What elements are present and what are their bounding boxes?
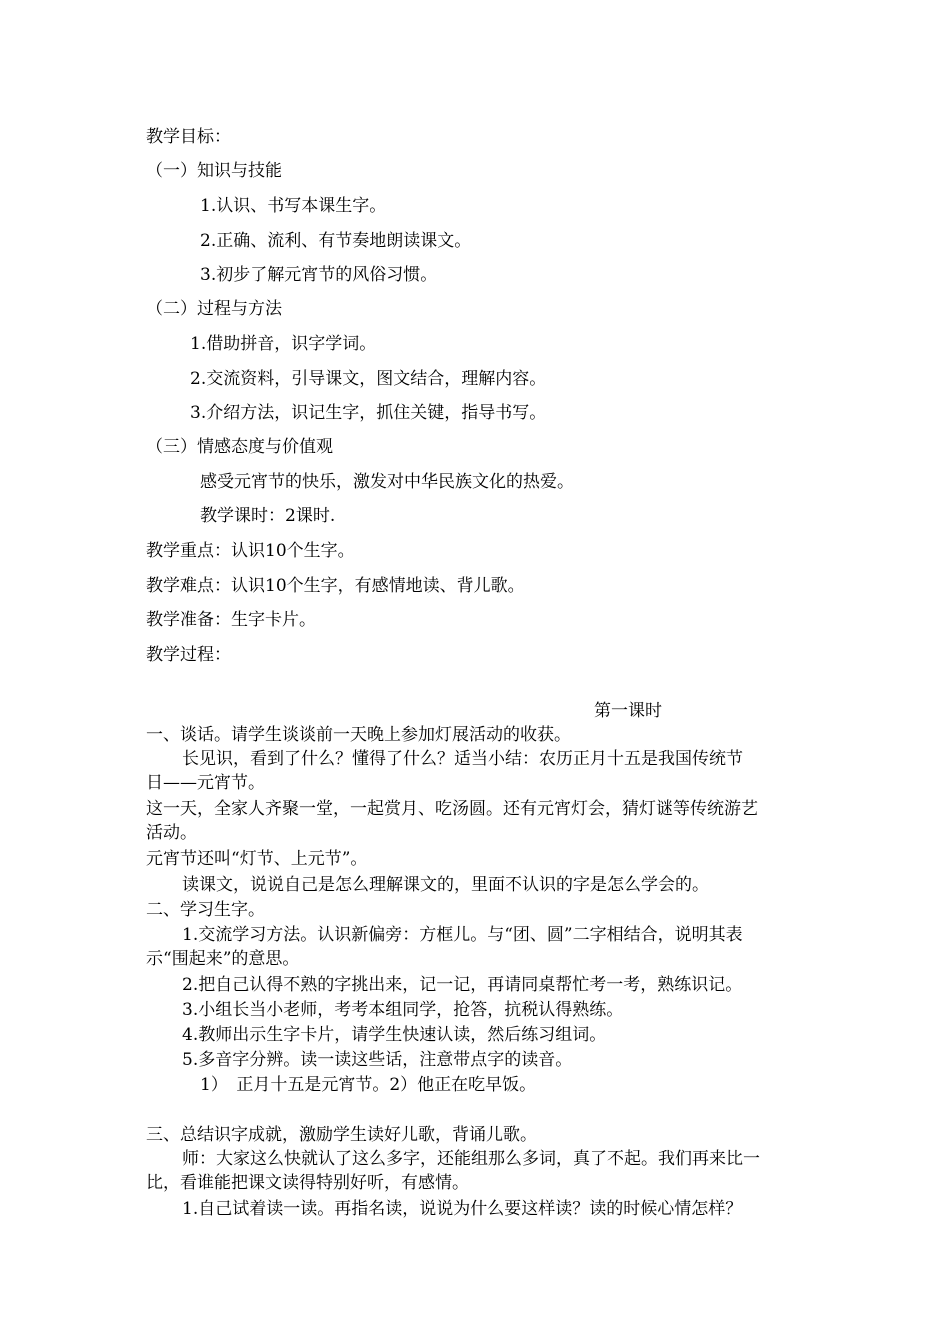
section2-item: 1.借助拼音，识字学词。 xyxy=(190,334,377,354)
paragraph: 比，看谁能把课文读得特别好听，有感情。 xyxy=(146,1173,469,1193)
teaching-hours: 教学课时：2课时. xyxy=(200,506,336,526)
paragraph: 长见识，看到了什么？懂得了什么？适当小结：农历正月十五是我国传统节 xyxy=(182,749,743,769)
list-item: 5.多音字分辨。读一读这些话，注意带点字的读音。 xyxy=(182,1050,573,1070)
preparation: 教学准备：生字卡片。 xyxy=(146,610,316,630)
part2-heading: 二、学习生字。 xyxy=(146,900,265,920)
list-item: 示“围起来”的意思。 xyxy=(146,949,300,969)
objectives-heading: 教学目标： xyxy=(146,127,231,147)
section1-item: 1.认识、书写本课生字。 xyxy=(200,196,387,216)
section3-title: （三）情感态度与价值观 xyxy=(146,437,333,457)
paragraph: 活动。 xyxy=(146,823,197,843)
section1-item: 2.正确、流利、有节奏地朗读课文。 xyxy=(200,231,472,251)
paragraph: 日——元宵节。 xyxy=(146,773,265,793)
section2-item: 3.介绍方法，识记生字，抓住关键，指导书写。 xyxy=(190,403,547,423)
paragraph: 读课文，说说自己是怎么理解课文的，里面不认识的字是怎么学会的。 xyxy=(182,875,709,895)
section3-text: 感受元宵节的快乐，激发对中华民族文化的热爱。 xyxy=(200,472,574,492)
process-heading: 教学过程： xyxy=(146,645,231,665)
key-points: 教学重点：认识10个生字。 xyxy=(146,541,355,561)
lesson-title: 第一课时 xyxy=(594,701,662,721)
section1-item: 3.初步了解元宵节的风俗习惯。 xyxy=(200,265,438,285)
paragraph: 这一天，全家人齐聚一堂，一起赏月、吃汤圆。还有元宵灯会，猜灯谜等传统游艺 xyxy=(146,799,758,819)
list-item: 3.小组长当小老师，考考本组同学，抢答，抗税认得熟练。 xyxy=(182,1000,624,1020)
part1-heading: 一、谈话。请学生谈谈前一天晚上参加灯展活动的收获。 xyxy=(146,725,571,745)
list-item: 1.自己试着读一读。再指名读，说说为什么要这样读？读的时候心情怎样？ xyxy=(182,1199,743,1219)
list-item: 1.交流学习方法。认识新偏旁：方框儿。与“团、圆”二字相结合，说明其表 xyxy=(182,925,743,945)
paragraph: 师：大家这么快就认了这么多字，还能组那么多词，真了不起。我们再来比一 xyxy=(182,1149,760,1169)
example-sentences: 1） 正月十五是元宵节。2）他正在吃早饭。 xyxy=(200,1075,537,1095)
section2-item: 2.交流资料，引导课文，图文结合，理解内容。 xyxy=(190,369,547,389)
part3-heading: 三、总结识字成就，激励学生读好儿歌，背诵儿歌。 xyxy=(146,1125,537,1145)
list-item: 2.把自己认得不熟的字挑出来，记一记，再请同桌帮忙考一考，熟练识记。 xyxy=(182,975,743,995)
difficulties: 教学难点：认识10个生字，有感情地读、背儿歌。 xyxy=(146,576,525,596)
section2-title: （二）过程与方法 xyxy=(146,299,282,319)
paragraph: 元宵节还叫“灯节、上元节”。 xyxy=(146,849,368,869)
list-item: 4.教师出示生字卡片，请学生快速认读，然后练习组词。 xyxy=(182,1025,607,1045)
section1-title: （一）知识与技能 xyxy=(146,161,282,181)
